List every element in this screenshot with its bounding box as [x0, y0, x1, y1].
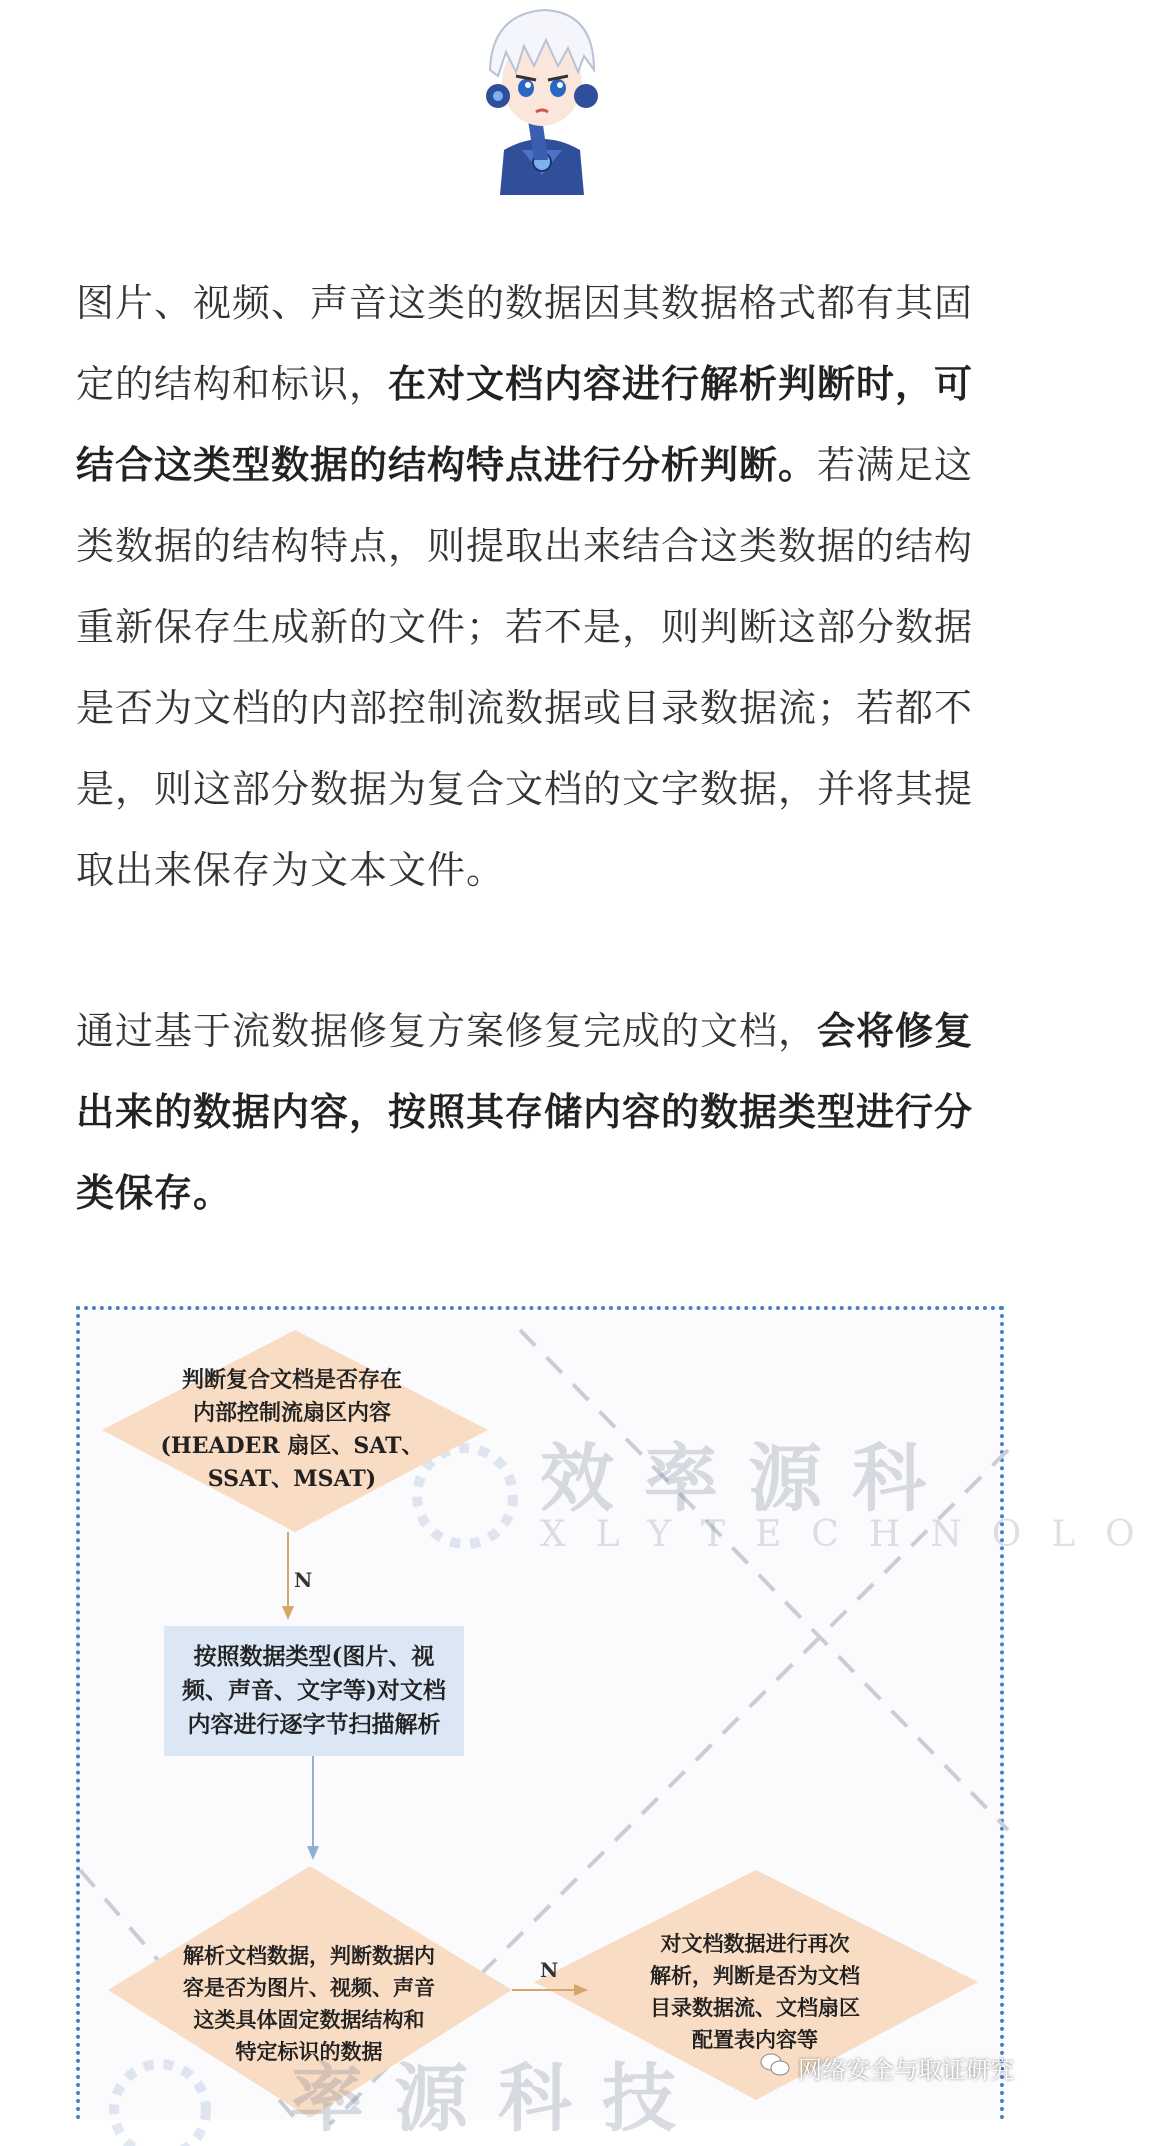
- avatar: [462, 0, 622, 195]
- source-label: 网络安全与取证研究: [798, 2056, 1014, 2084]
- paragraph-1: [76, 263, 1006, 911]
- node-1-label: 判断复合文档是否存在 内部控制流扇区内容 (HEADER 扇区、SAT、 SSAT、MSAT): [160, 1367, 424, 1492]
- flowchart-figure: [76, 1306, 1165, 2142]
- node-4-label: 对文档数据进行再次 解析，判断是否为文档 目录数据流、文档扇区 配置表内容等: [650, 1931, 860, 2052]
- wechat-icon: [760, 2052, 790, 2084]
- paragraph-1-text-a: 图片、视频、声音这类的数据因其数据格式都有其固定的结构和标识，: [76, 281, 974, 406]
- watermark-text: 效率源科: [540, 1436, 956, 1522]
- edge-1-label: N: [294, 1568, 313, 1592]
- watermark-english: XLYTECHNOLO: [540, 1514, 1165, 1555]
- paragraph-1-text-b: 若满足这类数据的结构特点，则提取出来结合这类数据的结构重新保存生成新的文件；若不是，则判断这部分数据是否为文档的内部控制流数据或目录数据流；若都不是，则这部分数据为复合文档的文字数据，并将其提取出来保存为文本文件。: [76, 443, 974, 892]
- source-credit: [760, 2050, 1014, 2085]
- node-3-label: 解析文档数据，判断数据内 容是否为图片、视频、声音 这类具体固定数据结构和 特定标识的数据: [183, 1943, 435, 2064]
- node-2-label: 按照数据类型(图片、视 频、声音、文字等)对文档 内容进行逐字节扫描解析: [182, 1643, 446, 1738]
- paragraph-2-text-a: 通过基于流数据修复方案修复完成的文档，: [76, 1009, 818, 1053]
- paragraph-2-bold: 会将修复出来的数据内容，按照其存储内容的数据类型进行分类保存。: [76, 1009, 974, 1215]
- paragraph-1-bold: 在对文档内容进行解析判断时，可结合这类型数据的结构特点进行分析判断。: [76, 362, 974, 487]
- paragraph-2: [76, 991, 1006, 1234]
- watermark-text-bottom: 率源科技: [290, 2056, 706, 2142]
- edge-2-label: N: [540, 1958, 559, 1982]
